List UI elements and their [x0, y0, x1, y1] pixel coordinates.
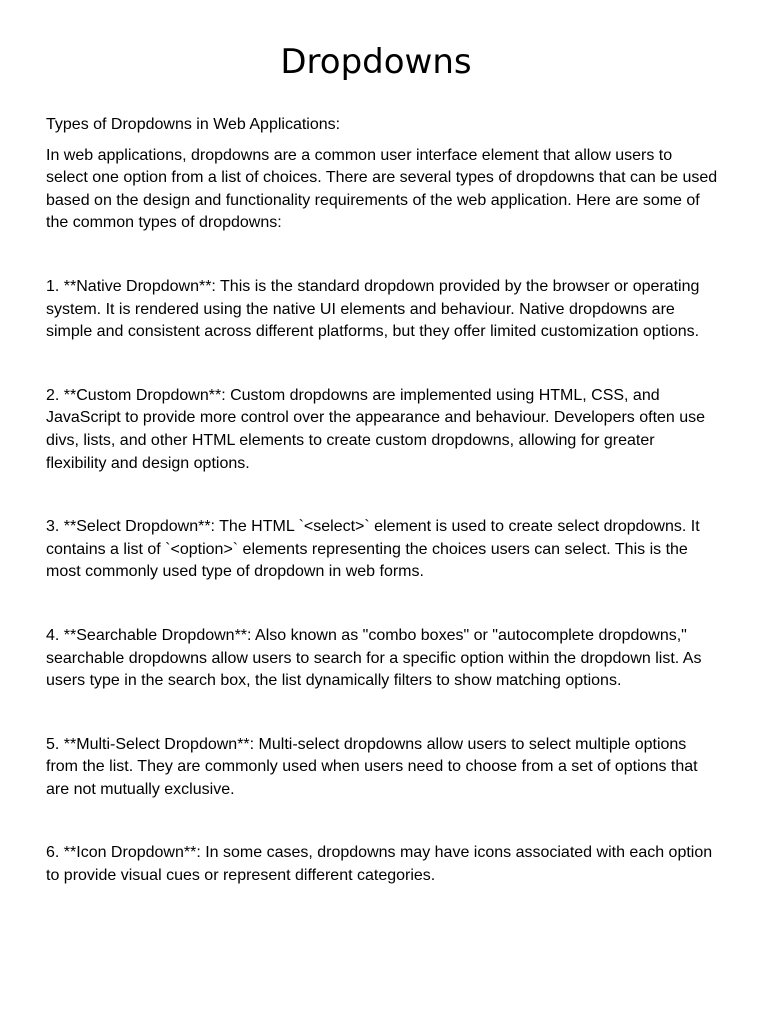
list-item-native-dropdown: 1. **Native Dropdown**: This is the standard dropdown provided by the browser or operating system. It is rendered using the native UI elements and behaviour. Native dropdowns are simple and consistent across different platforms, but they offer limited customization options. — [46, 277, 700, 341]
intro-paragraph: In web applications, dropdowns are a common user interface element that allow users to select one option from a list of choices. There are several types of dropdowns that can be used based on the design and functionality requirements of the web application. Here are some of the common types of dropdowns: — [46, 146, 718, 232]
list-item-custom-dropdown: 2. **Custom Dropdown**: Custom dropdowns are implemented using HTML, CSS, and JavaScript to provide more control over the appearance and behaviour. Developers often use divs, lists, and other HTML elements to create custom dropdowns, allowing for greater flexibility and design options. — [46, 386, 706, 472]
section-subtitle: Types of Dropdowns in Web Applications: — [46, 116, 341, 133]
document-body — [46, 114, 718, 929]
page-title: Dropdowns — [280, 42, 472, 82]
list-item-multi-select-dropdown: 5. **Multi-Select Dropdown**: Multi-select dropdowns allow users to select multiple options from the list. They are commonly used when users need to choose from a set of options that are not mutually exclusive. — [46, 735, 698, 798]
list-item-searchable-dropdown: 4. **Searchable Dropdown**: Also known as "combo boxes" or "autocomplete dropdowns," searchable dropdowns allow users to search for a specific option within the dropdown list. As users type in the search box, the list dynamically filters to show matching options. — [46, 626, 702, 690]
list-item-icon-dropdown: 6. **Icon Dropdown**: In some cases, dropdowns may have icons associated with each option to provide visual cues or represent different categories. — [46, 844, 713, 885]
list-item-select-dropdown: 3. **Select Dropdown**: The HTML `<select>` element is used to create select dropdowns. It contains a list of `<option>` elements representing the choices users can select. This is the most commonly used type of dropdown in web forms. — [46, 518, 700, 581]
